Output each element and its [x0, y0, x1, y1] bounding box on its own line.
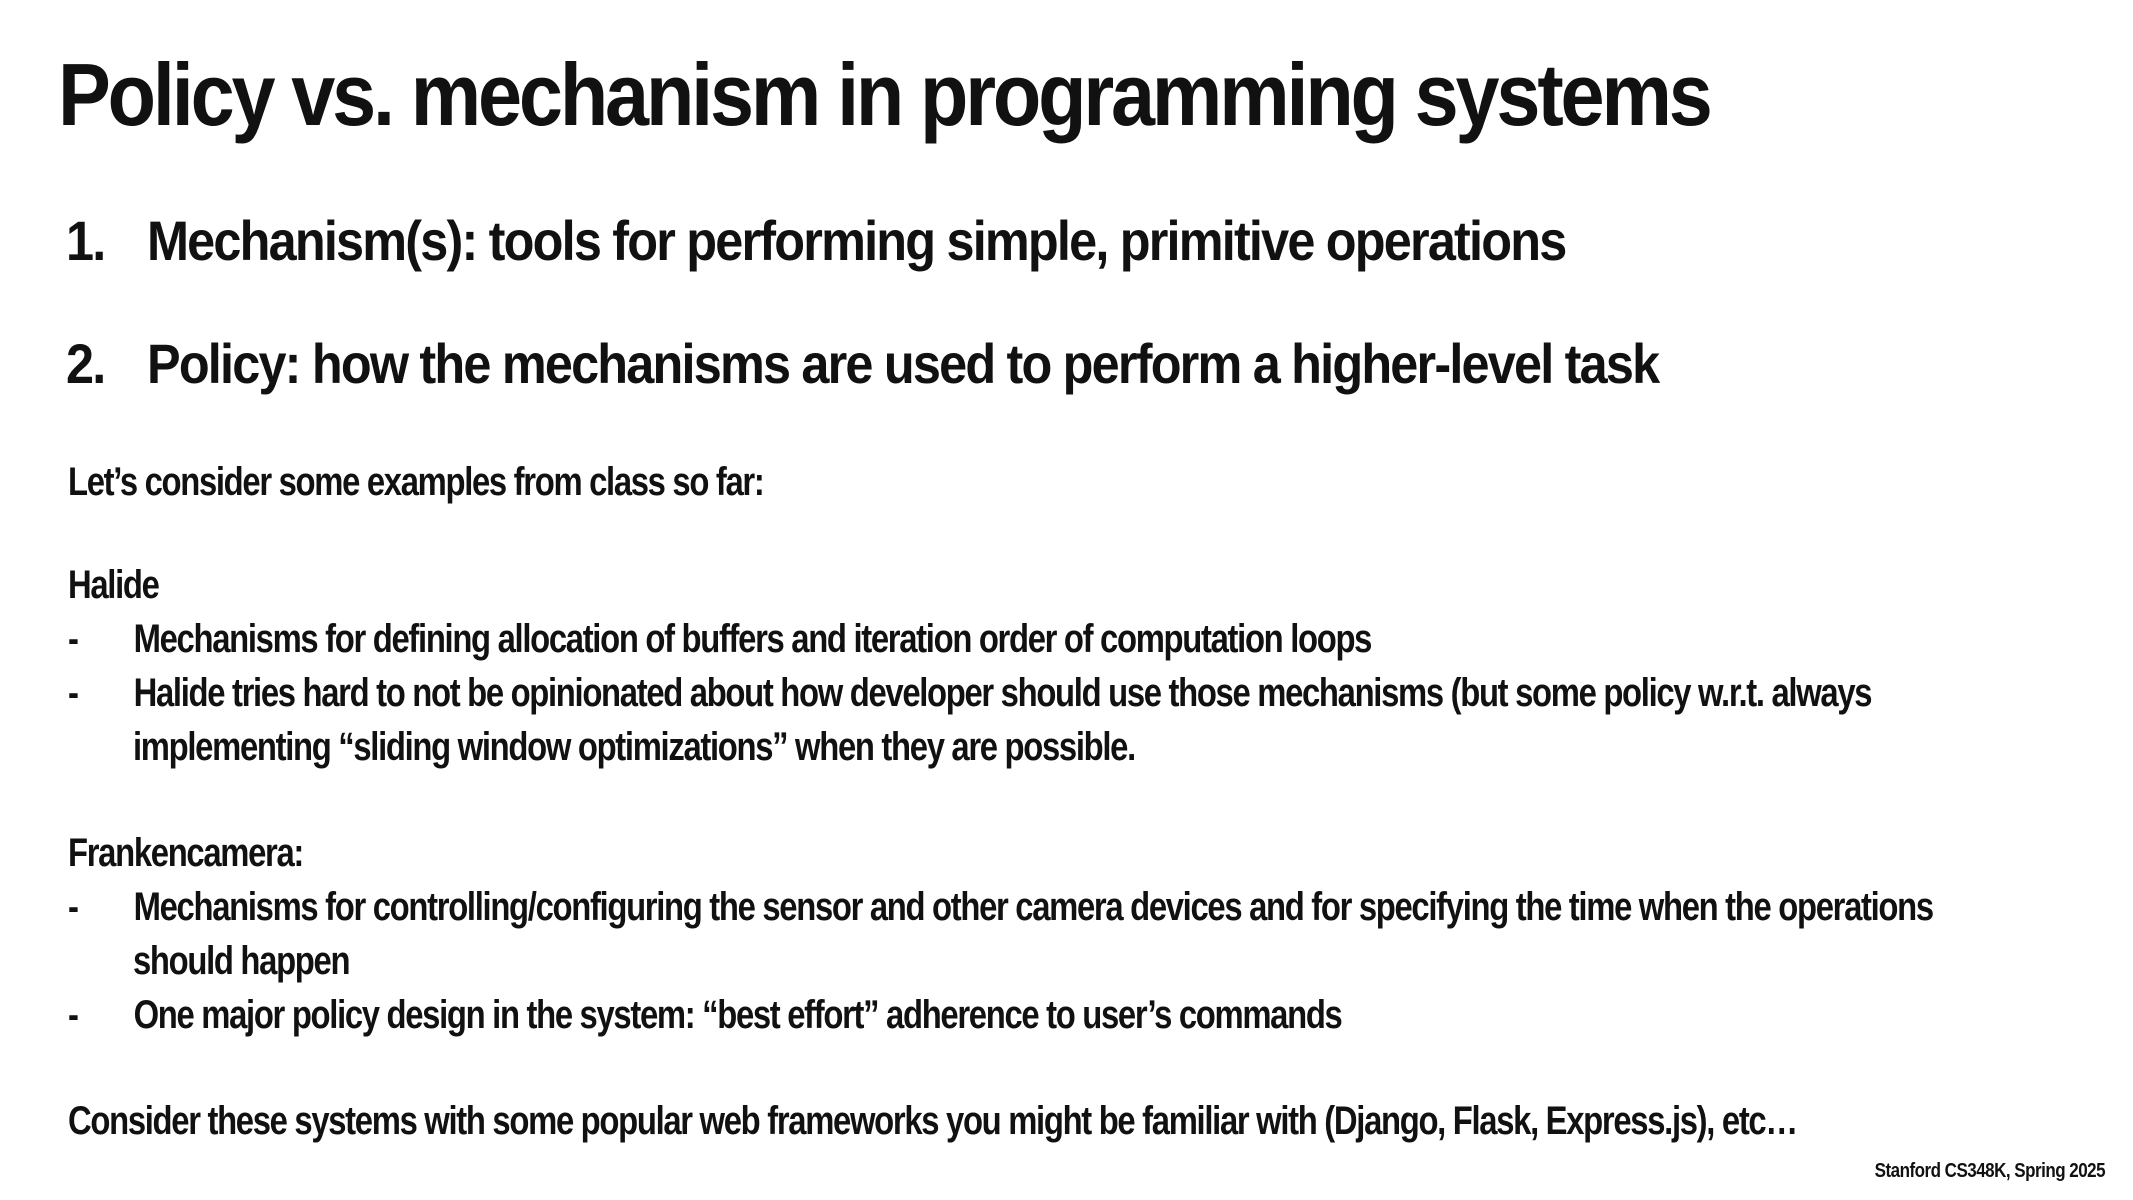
halide-bullet-1 [68, 612, 1371, 666]
intro-text: Let’s consider some examples from class so far: [68, 460, 764, 504]
frankencamera-bullet-2 [68, 988, 1341, 1042]
bullet-dash: - [68, 671, 78, 715]
numbered-point-2 [66, 329, 1658, 399]
bullet-text: Halide tries hard to not be opinionated about how developer should use those mechanisms (but some policy w.r.t. always [133, 671, 1872, 715]
frankencamera-heading: Frankencamera: [68, 831, 304, 875]
halide-heading: Halide [68, 563, 159, 607]
point-text: Policy: how the mechanisms are used to perform a higher-level task [147, 332, 1659, 395]
halide-bullet-2-continuation: implementing “sliding window optimizations” when they are possible. [133, 725, 1135, 769]
bullet-dash: - [68, 885, 78, 929]
bullet-dash: - [68, 993, 78, 1037]
numbered-point-1 [66, 206, 1565, 276]
frankencamera-bullet-1-continuation: should happen [133, 939, 350, 983]
bullet-text: One major policy design in the system: “best effort” adherence to user’s commands [133, 993, 1342, 1037]
bullet-text: Mechanisms for controlling/configuring the sensor and other camera devices and for specifying the time when the operations [133, 885, 1933, 929]
slide-title: Policy vs. mechanism in programming systems [58, 45, 1710, 144]
footer-course-label: Stanford CS348K, Spring 2025 [1874, 1160, 2105, 1182]
point-number: 2. [66, 332, 105, 395]
point-text: Mechanism(s): tools for performing simple, primitive operations [147, 209, 1566, 272]
point-number: 1. [66, 209, 105, 272]
bullet-dash: - [68, 617, 78, 661]
closing-text: Consider these systems with some popular web frameworks you might be familiar with (Django, Flask, Express.js), etc… [68, 1099, 1797, 1143]
halide-bullet-2 [68, 666, 1871, 720]
bullet-text: Mechanisms for defining allocation of buffers and iteration order of computation loops [133, 617, 1372, 661]
frankencamera-bullet-1 [68, 880, 1933, 934]
